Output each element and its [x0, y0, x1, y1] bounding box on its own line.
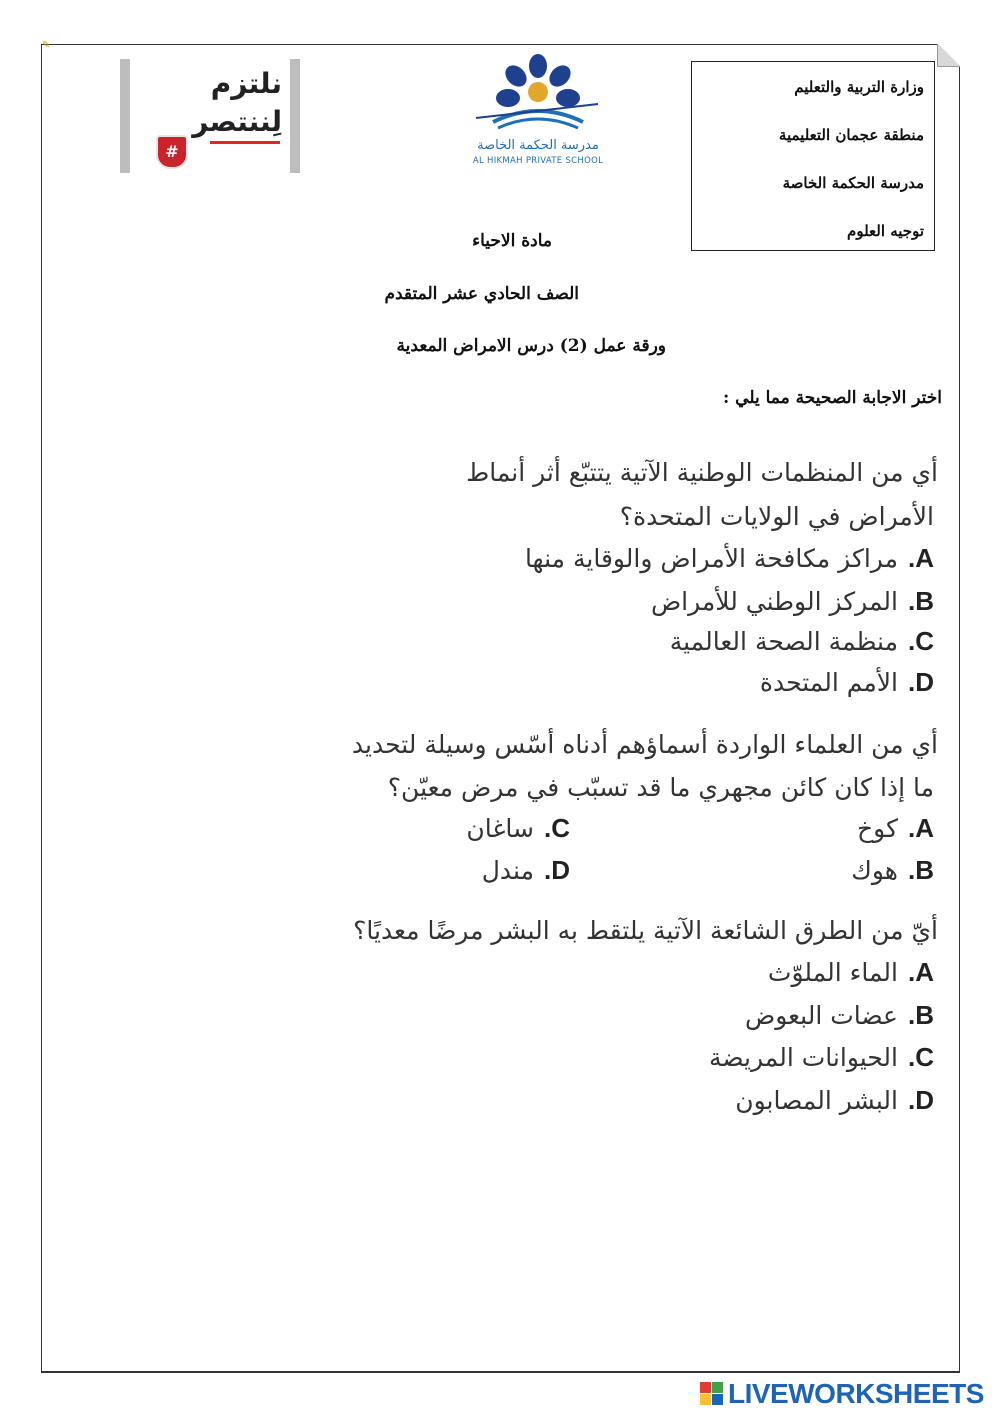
option-1b[interactable]	[651, 586, 934, 617]
question-3-line1: أيّ من الطرق الشائعة الآتية يلتقط به البشر مرضًا معديًا؟	[353, 916, 938, 945]
question-1-line2: الأمراض في الولايات المتحدة؟	[619, 502, 934, 531]
option-text: الأمم المتحدة	[759, 668, 898, 697]
option-3d[interactable]	[735, 1085, 934, 1116]
badge-underline	[210, 141, 280, 144]
bottom-divider	[41, 1372, 960, 1373]
worksheet-title: ورقة عمل (2) درس الامراض المعدية	[396, 336, 666, 356]
option-letter: C.	[907, 1042, 934, 1072]
option-letter: C.	[907, 626, 934, 656]
question-2-line2: ما إذا كان كائن مجهري ما قد تسبّب في مرض معيّن؟	[387, 773, 934, 802]
school-logo	[448, 52, 628, 182]
option-1a[interactable]	[525, 543, 934, 574]
option-text: كوخ	[857, 814, 898, 843]
option-3b[interactable]	[745, 1000, 934, 1031]
option-text: مراكز مكافحة الأمراض والوقاية منها	[524, 544, 898, 573]
option-3c[interactable]	[709, 1042, 934, 1073]
ministry-line: وزارة التربية والتعليم	[794, 78, 924, 96]
option-2b[interactable]	[851, 855, 934, 886]
campaign-badge	[120, 59, 300, 173]
option-letter: B.	[907, 855, 934, 885]
option-text: الماء الملوّث	[767, 958, 898, 987]
grade-title: الصف الحادي عشر المتقدم	[384, 284, 579, 304]
option-text: مندل	[481, 856, 534, 885]
subject-title: مادة الاحياء	[472, 231, 552, 251]
option-3a[interactable]	[768, 957, 934, 988]
option-text: منظمة الصحة العالمية	[669, 627, 898, 656]
ministry-info-box	[691, 61, 935, 251]
option-letter: A.	[907, 543, 934, 573]
option-text: المركز الوطني للأمراض	[650, 587, 898, 616]
option-letter: D.	[907, 1085, 934, 1115]
hashtag-shield-icon: #	[156, 135, 188, 169]
option-2c[interactable]	[466, 813, 570, 844]
option-letter: D.	[907, 667, 934, 697]
option-1d[interactable]	[760, 667, 934, 698]
logo-arabic-name: مدرسة الحكمة الخاصة	[477, 138, 599, 153]
option-letter: B.	[907, 586, 934, 616]
option-2a[interactable]	[857, 813, 934, 844]
option-text: الحيوانات المريضة	[708, 1043, 898, 1072]
question-2-line1: أي من العلماء الواردة أسماؤهم أدناه أسّس وسيلة لتحديد	[351, 730, 938, 759]
option-letter: D.	[543, 855, 570, 885]
school-emblem-icon	[448, 52, 628, 140]
liveworksheets-logo[interactable]	[700, 1376, 995, 1410]
option-1c[interactable]	[670, 626, 934, 657]
option-text: البشر المصابون	[735, 1086, 898, 1115]
instruction-text: اختر الاجابة الصحيحة مما يلي :	[722, 388, 942, 408]
option-letter: A.	[907, 957, 934, 987]
liveworksheets-wordmark: LIVEWORKSHEETS	[728, 1378, 984, 1409]
liveworksheets-grid-icon	[700, 1382, 724, 1406]
option-text: ساغان	[466, 814, 534, 843]
option-letter: C.	[543, 813, 570, 843]
option-text: هوك	[851, 856, 898, 885]
department-line: توجيه العلوم	[847, 222, 924, 240]
region-line: منطقة عجمان التعليمية	[778, 126, 924, 144]
badge-text-line1: نلتزم	[210, 67, 282, 100]
option-letter: A.	[907, 813, 934, 843]
option-text: عضات البعوض	[744, 1001, 898, 1030]
badge-text-line2: لِننتصر	[192, 105, 282, 138]
school-line: مدرسة الحكمة الخاصة	[782, 174, 924, 192]
logo-english-name: AL HIKMAH PRIVATE SCHOOL	[472, 156, 604, 166]
page-fold-corner	[937, 44, 960, 67]
question-1-line1: أي من المنظمات الوطنية الآتية يتتبّع أثر أنماط	[466, 458, 938, 487]
option-letter: B.	[907, 1000, 934, 1030]
option-2d[interactable]	[482, 855, 570, 886]
pin-icon: ✎	[42, 40, 51, 51]
